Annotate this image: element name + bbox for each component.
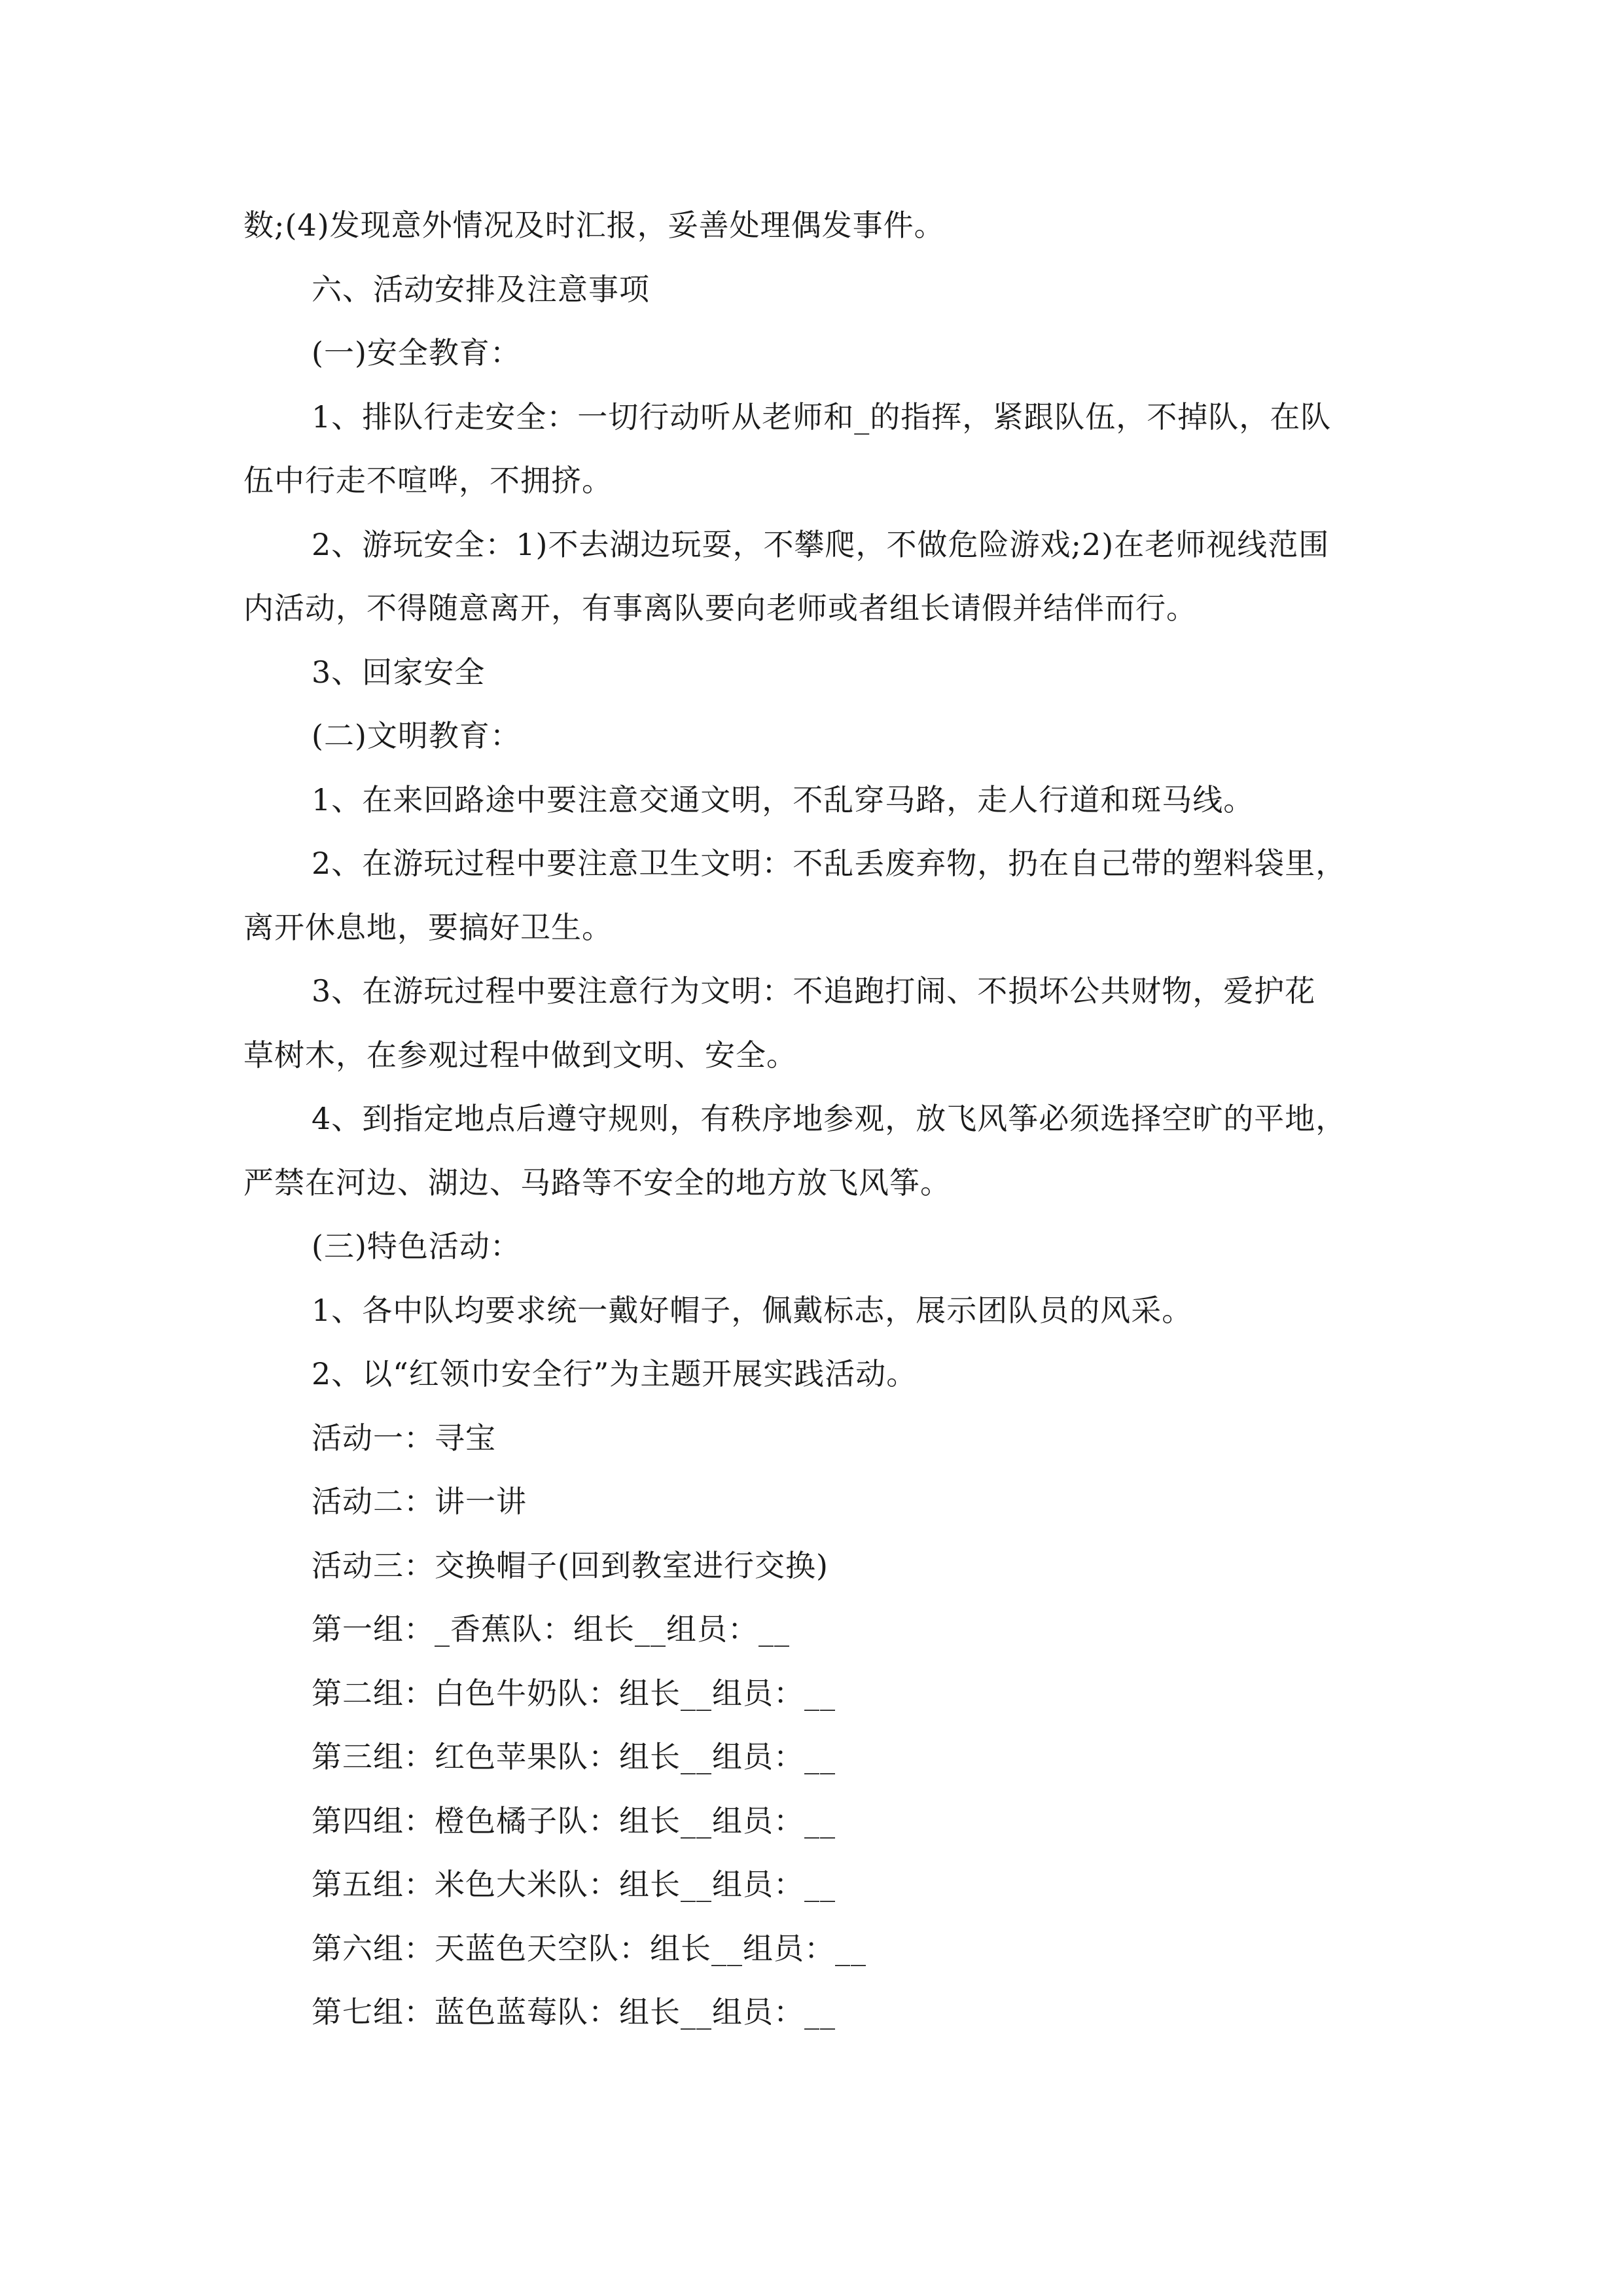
text-line: 内活动，不得随意离开，有事离队要向老师或者组长请假并结伴而行。 [243, 590, 1197, 626]
group-item: 第七组：蓝色蓝莓队：组长__组员：__ [312, 1994, 836, 2030]
text-line: 2、游玩安全：1)不去湖边玩耍，不攀爬，不做危险游戏;2)在老师视线范围 [312, 526, 1330, 562]
text-line: 1、各中队均要求统一戴好帽子，佩戴标志，展示团队员的风采。 [312, 1292, 1193, 1328]
text-line: 数;(4)发现意外情况及时汇报，妥善处理偶发事件。 [243, 207, 945, 243]
text-line: 1、在来回路途中要注意交通文明，不乱穿马路，走人行道和斑马线。 [312, 781, 1255, 817]
activity-item: 活动二：讲一讲 [312, 1484, 527, 1519]
subsection-heading: (三)特色活动： [312, 1229, 521, 1264]
text-line: 1、排队行走安全：一切行动听从老师和_的指挥，紧跟队伍，不掉队，在队 [312, 399, 1332, 435]
group-item: 第五组：米色大米队：组长__组员：__ [312, 1867, 836, 1902]
document-body [243, 194, 1395, 2045]
group-item: 第一组：_香蕉队：组长__组员：__ [312, 1611, 790, 1647]
text-line: 离开休息地，要搞好卫生。 [243, 909, 613, 945]
group-item: 第四组：橙色橘子队：组长__组员：__ [312, 1803, 836, 1839]
text-line: 草树木，在参观过程中做到文明、安全。 [243, 1037, 797, 1073]
group-item: 第六组：天蓝色天空队：组长__组员：__ [312, 1930, 866, 1966]
text-line: 伍中行走不喧哗，不拥挤。 [243, 463, 613, 498]
text-line: 2、在游玩过程中要注意卫生文明：不乱丢废弃物，扔在自己带的塑料袋里， [312, 846, 1347, 881]
subsection-heading: (一)安全教育： [312, 335, 521, 370]
activity-item: 活动三：交换帽子(回到教室进行交换) [312, 1547, 829, 1583]
text-line: 4、到指定地点后遵守规则，有秩序地参观，放飞风筝必须选择空旷的平地， [312, 1101, 1347, 1136]
text-line: 严禁在河边、湖边、马路等不安全的地方放飞风筝。 [243, 1164, 951, 1200]
section-heading: 六、活动安排及注意事项 [312, 271, 650, 307]
text-line: 3、在游玩过程中要注意行为文明：不追跑打闹、不损坏公共财物，爱护花 [312, 973, 1316, 1009]
text-line: 2、以“红领巾安全行”为主题开展实践活动。 [312, 1356, 918, 1391]
group-item: 第三组：红色苹果队：组长__组员：__ [312, 1739, 836, 1774]
group-item: 第二组：白色牛奶队：组长__组员：__ [312, 1675, 836, 1711]
activity-item: 活动一：寻宝 [312, 1420, 496, 1456]
subsection-heading: (二)文明教育： [312, 718, 521, 753]
text-line: 3、回家安全 [312, 654, 486, 690]
